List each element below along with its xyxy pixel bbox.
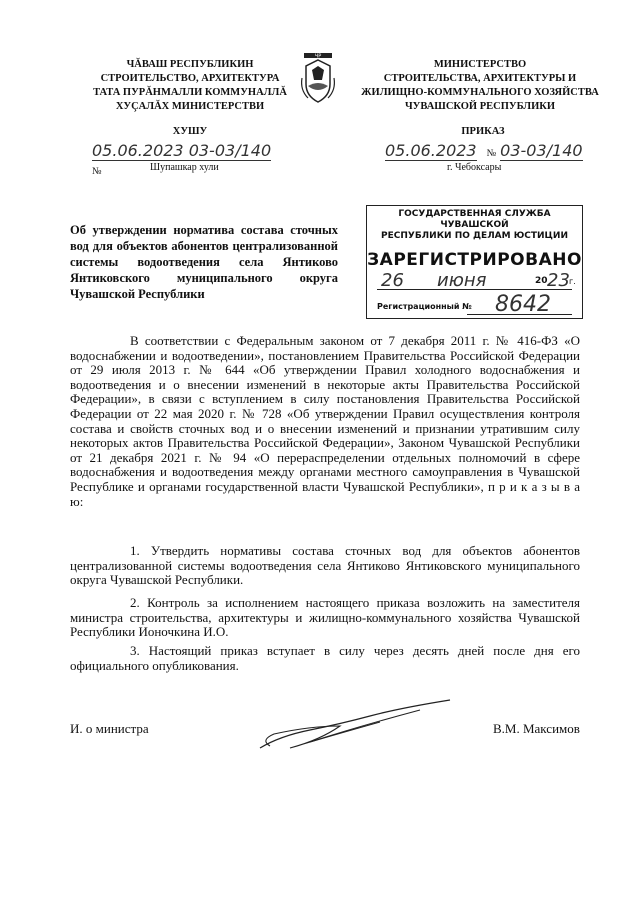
header-left-line: ХУÇАЛĂХ МИНИСТЕРСТВИ: [115, 101, 265, 112]
left-date-number-row: [92, 141, 282, 179]
header-left-line: ТАТА ПУРĂНМАЛЛИ КОММУНАЛЛĂ: [93, 87, 287, 98]
document-title: Об утверждении норматива состава сточных вод для объектов абонентов централизованной системы водоотведения села Янтиково Янтиковского муниципального округа Чувашской Республики: [70, 223, 338, 301]
emblem-caption: ЧР: [314, 53, 322, 60]
stamp-year-suffix: 23: [547, 270, 570, 291]
left-place: Шупашкар хули: [150, 162, 219, 173]
header-right-line: ЖИЛИЩНО-КОММУНАЛЬНОГО ХОЗЯЙСТВА: [361, 87, 599, 98]
signature-name: В.М. Максимов: [493, 721, 580, 736]
right-date: 05.06.2023: [385, 141, 477, 160]
stamp-line-2: РЕСПУБЛИКИ ПО ДЕЛАМ ЮСТИЦИИ: [381, 231, 568, 241]
stamp-year-prefix: 20: [535, 276, 548, 286]
emblem-icon: [298, 50, 338, 111]
signature-position: И. о министра: [70, 721, 149, 736]
header-right-line: МИНИСТЕРСТВО: [433, 59, 527, 70]
right-number: 03-03/140: [500, 141, 583, 160]
stamp-day: 26: [381, 270, 404, 291]
handwritten-signature: [250, 696, 480, 761]
doc-type-left: ХУШУ: [172, 126, 208, 137]
stamp-line-1: ГОСУДАРСТВЕННАЯ СЛУЖБА ЧУВАШСКОЙ: [398, 209, 551, 230]
stamp-year-g: г.: [569, 277, 576, 286]
stamp-reg-number: 8642: [495, 292, 551, 317]
stamp-reg-row: [367, 292, 582, 316]
order-item-3: 3. Настоящий приказ вступает в силу через десять дней после дня его официального опубликования.: [70, 643, 580, 673]
header-left-line: СТРОИТЕЛЬСТВО, АРХИТЕКТУРА: [100, 73, 280, 84]
left-date-number: 05.06.2023 03-03/140: [92, 141, 272, 160]
right-number-sign: №: [486, 148, 497, 159]
right-date-number-row: [385, 141, 615, 161]
stamp-reg-label: Регистрационный №: [377, 302, 472, 311]
header-right-line: ЧУВАШСКОЙ РЕСПУБЛИКИ: [404, 101, 556, 112]
header-right: [345, 58, 615, 114]
preamble-paragraph: В соответствии с Федеральным законом от 7 декабря 2011 г. № 416-ФЗ «О водоснабжении и водоотведении», постановлением Правительства Российской Федерации от 29 июля 2013 г. № 644 «Об утверждении Правил холодного водоснабжения и водоотведения и о внесении изменений в некоторые акты Правительства Российской Федерации», в связи с вступлением в силу постановления Правительства Российской Федерации от 22 мая 2020 г. № 728 «Об утверждении Правил осуществления контроля состава и свойств сточных вод и о внесении изменений и признании утратившим силу некоторых актов Правительства Российской Федерации», Законом Чувашской Республики от 21 декабря 2021 г. № 94 «О перераспределении отдельных полномочий в сфере водоснабжения и водоотведения между органами местного самоуправления в Чувашской Республике и органами государственной власти Чувашской Республики», п р и к а з ы в а ю:: [70, 333, 580, 509]
registration-stamp: [366, 205, 583, 319]
stamp-registered: ЗАРЕГИСТРИРОВАНО: [367, 250, 582, 270]
stamp-month: июня: [437, 270, 487, 291]
header-left-line: ЧĂВАШ РЕСПУБЛИКИН: [126, 59, 254, 70]
order-item-1: 1. Утвердить нормативы состава сточных вод для объектов абонентов централизованной системы водоотведения села Янтиково Янтиковского муниципального округа Чувашской Республики.: [70, 543, 580, 588]
stamp-date-row: [367, 270, 582, 292]
header-left: [70, 58, 310, 114]
header-right-line: СТРОИТЕЛЬСТВА, АРХИТЕКТУРЫ И: [383, 73, 577, 84]
right-place: г. Чебоксары: [447, 162, 502, 173]
order-item-2: 2. Контроль за исполнением настоящего приказа возложить на заместителя министра строительства, архитектуры и жилищно-коммунального хозяйства Чувашской Республики Ионочкина И.О.: [70, 595, 580, 640]
left-number-sign: №: [92, 166, 102, 177]
doc-type-right: ПРИКАЗ: [461, 126, 505, 137]
